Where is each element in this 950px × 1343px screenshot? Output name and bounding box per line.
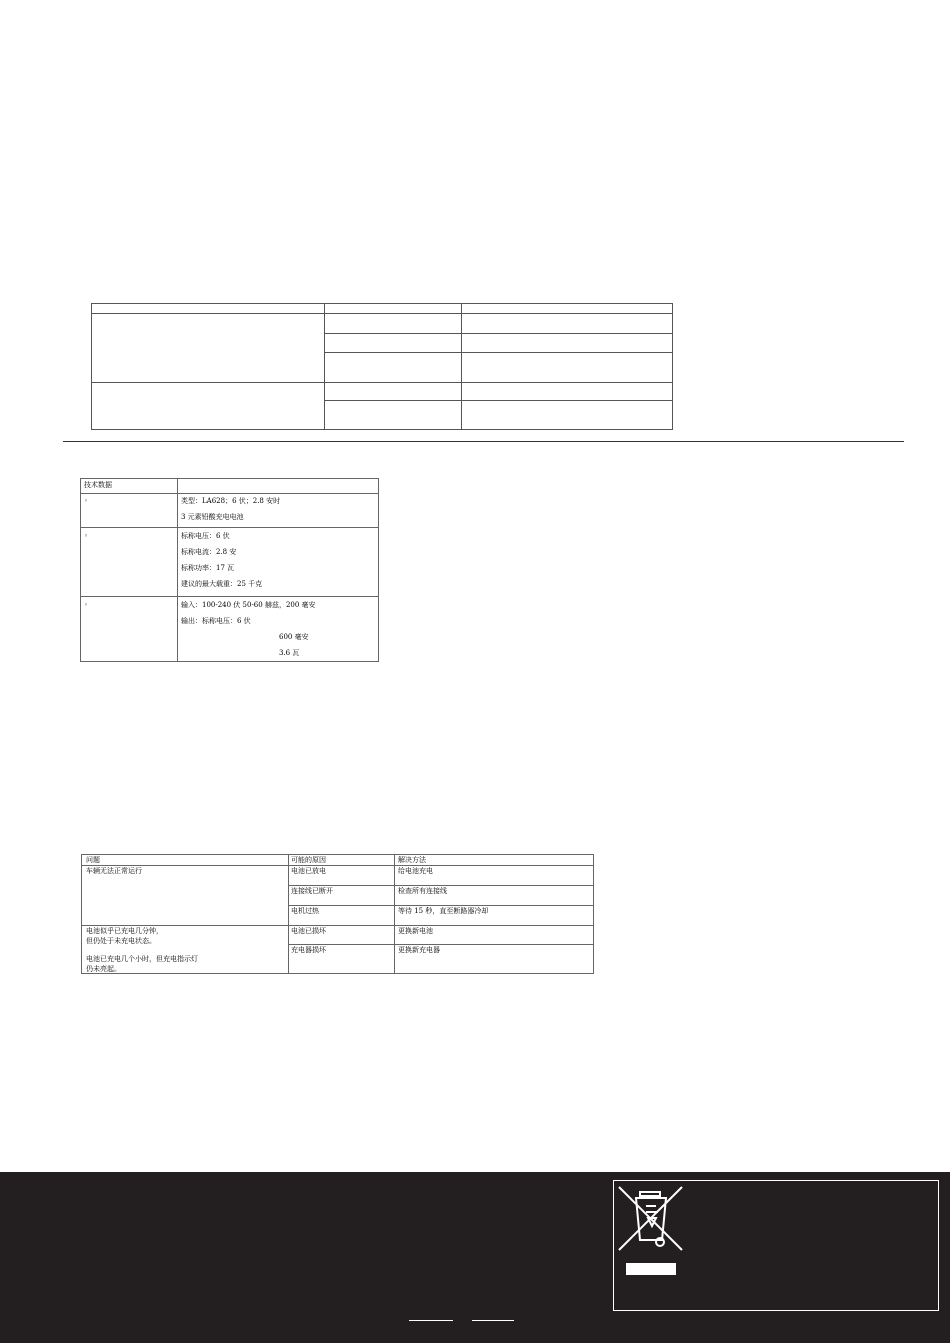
table-divider xyxy=(92,313,672,314)
solution-text: 更换新电池 xyxy=(398,927,433,935)
motor-line: 标称电流：2.8 安 xyxy=(181,548,237,556)
battery-line: 3 元素铅酸充电电池 xyxy=(181,513,244,521)
cause-text: 连接线已断开 xyxy=(291,887,333,895)
troubleshooting-table xyxy=(81,854,594,974)
table-divider xyxy=(394,855,395,973)
motor-line: 标称功率：17 瓦 xyxy=(181,564,235,572)
cause-text: 充电器损坏 xyxy=(291,946,326,954)
table-divider xyxy=(81,493,378,494)
tech-data-table xyxy=(80,478,379,662)
charger-bullet: ◦ xyxy=(84,601,89,609)
footer-line xyxy=(409,1320,453,1321)
table-divider xyxy=(324,352,672,353)
table-divider xyxy=(288,885,593,886)
cause-text: 电池已损坏 xyxy=(291,927,326,935)
table-divider xyxy=(324,333,672,334)
cause-text: 电机过热 xyxy=(291,907,319,915)
problem-text: 电池已充电几个小时，但充电指示灯 xyxy=(86,955,198,963)
table-divider xyxy=(288,944,593,945)
footer-line xyxy=(472,1320,514,1321)
problem-text: 车辆无法正常运行 xyxy=(86,867,142,875)
cause-text: 电池已放电 xyxy=(291,867,326,875)
motor-line: 标称电压：6 伏 xyxy=(181,532,230,540)
table-divider xyxy=(324,400,672,401)
charger-line: 输出：标称电压：6 伏 xyxy=(181,617,251,625)
problem-text: 电池似乎已充电几分钟， xyxy=(86,927,163,935)
solution-text: 更换新充电器 xyxy=(398,946,440,954)
empty-spec-table xyxy=(91,303,673,430)
table-divider xyxy=(288,855,289,973)
charger-line: 600 毫安 xyxy=(279,633,309,641)
battery-line: 类型：LA628；6 伏；2.8 安时 xyxy=(181,497,281,505)
solution-text: 检查所有连接线 xyxy=(398,887,447,895)
header-cause: 可能的原因 xyxy=(291,856,326,864)
table-divider xyxy=(81,527,378,528)
table-divider xyxy=(177,479,178,661)
charger-line: 3.6 瓦 xyxy=(279,649,300,657)
motor-line: 建议的最大载重：25 千克 xyxy=(181,580,263,588)
tech-table-header: 技术数据 xyxy=(84,481,112,489)
table-divider xyxy=(461,304,462,429)
header-solution: 解决方法 xyxy=(398,856,426,864)
table-divider xyxy=(92,382,672,383)
solution-text: 等待 15 秒，直至断路器冷却 xyxy=(398,907,489,915)
weee-bar xyxy=(626,1263,676,1275)
table-divider xyxy=(82,865,593,866)
table-divider xyxy=(288,905,593,906)
problem-text: 仍未亮起。 xyxy=(86,965,121,973)
table-divider xyxy=(82,925,593,926)
battery-bullet: ◦ xyxy=(84,497,89,505)
crossed-out-wheelie-bin-icon xyxy=(616,1184,686,1256)
header-problem: 问题 xyxy=(86,856,100,864)
solution-text: 给电池充电 xyxy=(398,867,433,875)
table-divider xyxy=(81,596,378,597)
charger-line: 输入：100-240 伏 50-60 赫兹，200 毫安 xyxy=(181,601,316,609)
section-rule xyxy=(63,441,904,442)
motor-bullet: ◦ xyxy=(84,532,89,540)
table-divider xyxy=(324,304,325,429)
problem-text: 但仍处于未充电状态。 xyxy=(86,937,156,945)
